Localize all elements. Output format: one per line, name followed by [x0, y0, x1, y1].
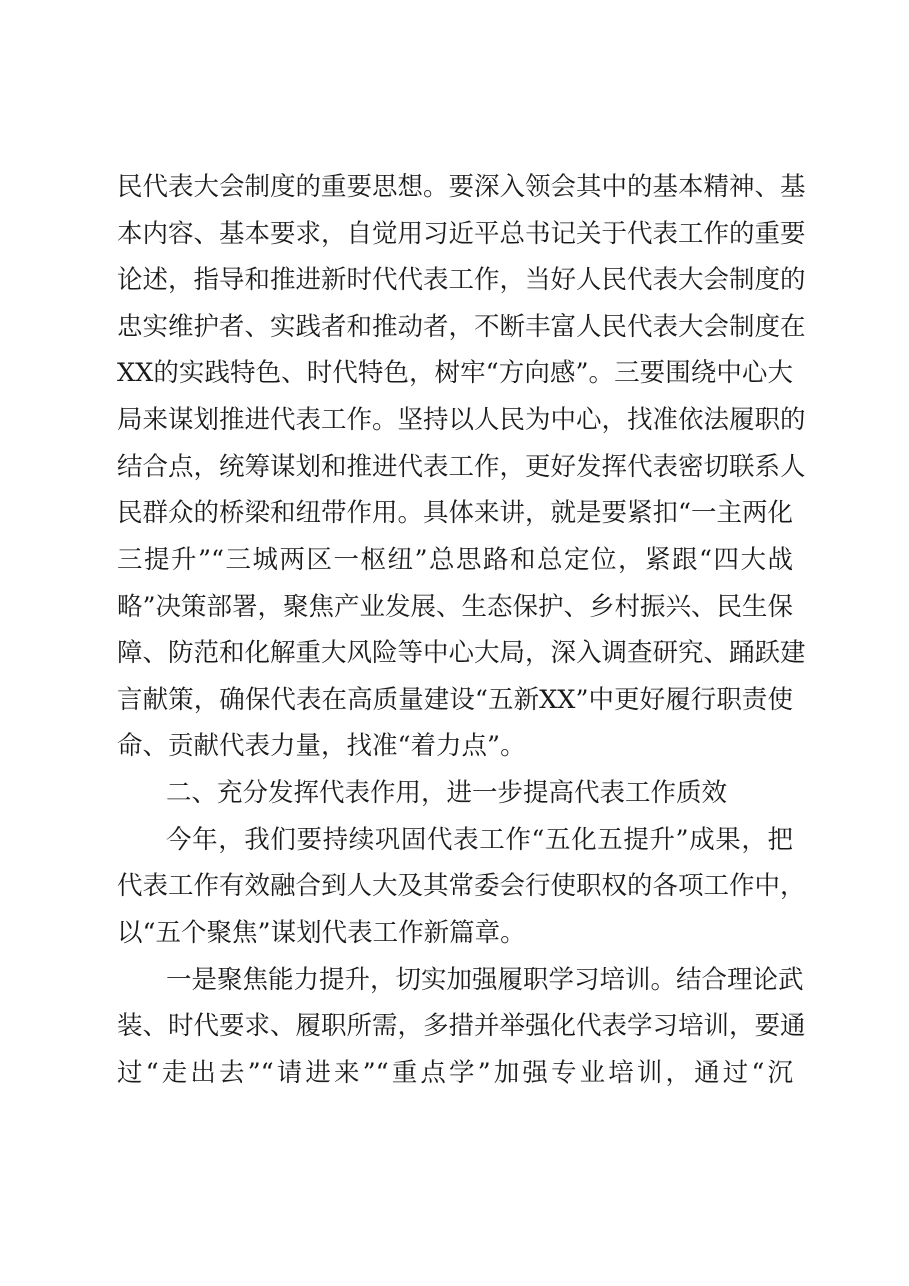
- paragraph-line: 结合点，统筹谋划和推进代表工作，更好发挥代表密切联系人: [117, 452, 806, 482]
- paragraph-line: 略”决策部署，聚焦产业发展、生态保护、乡村振兴、民生保: [117, 592, 794, 622]
- section-heading: 二、充分发挥代表作用，进一步提高代表工作质效: [166, 778, 728, 808]
- paragraph-line: 民群众的桥梁和纽带作用。具体来讲，就是要紧扣“一主两化: [117, 498, 794, 528]
- paragraph-line: 装、时代要求、履职所需，多措并举强化代表学习培训，要通: [117, 1011, 806, 1041]
- paragraph-line: 今年，我们要持续巩固代表工作“五化五提升”成果，把: [166, 825, 793, 855]
- paragraph-line: 一是聚焦能力提升，切实加强履职学习培训。结合理论武: [166, 965, 804, 995]
- paragraph-line: 局来谋划推进代表工作。坚持以人民为中心，找准依法履职的: [117, 405, 806, 435]
- paragraph-line: 论述，指导和推进新时代代表工作，当好人民代表大会制度的: [117, 265, 806, 295]
- paragraph-line: 忠实维护者、实践者和推动者，不断丰富人民代表大会制度在: [117, 312, 806, 342]
- paragraph-line: 过“走出去”“请进来”“重点学”加强专业培训，通过“沉: [117, 1058, 793, 1088]
- paragraph-line: XX的实践特色、时代特色，树牢“方向感”。三要围绕中心大: [117, 358, 793, 388]
- paragraph-line: 言献策，确保代表在高质量建设“五新XX”中更好履行职责使: [117, 685, 793, 715]
- paragraph-line: 代表工作有效融合到人大及其常委会行使职权的各项工作中，: [117, 871, 806, 901]
- paragraph-line: 障、防范和化解重大风险等中心大局，深入调查研究、踊跃建: [117, 638, 806, 668]
- paragraph-line: 命、贡献代表力量，找准“着力点”。: [117, 731, 526, 761]
- paragraph-line: 本内容、基本要求，自觉用习近平总书记关于代表工作的重要: [117, 219, 806, 249]
- paragraph-line: 以“五个聚焦”谋划代表工作新篇章。: [117, 918, 526, 948]
- paragraph-line: 三提升”“三城两区一枢纽”总思路和总定位，紧跟“四大战: [117, 545, 793, 575]
- paragraph-line: 民代表大会制度的重要思想。要深入领会其中的基本精神、基: [117, 172, 806, 202]
